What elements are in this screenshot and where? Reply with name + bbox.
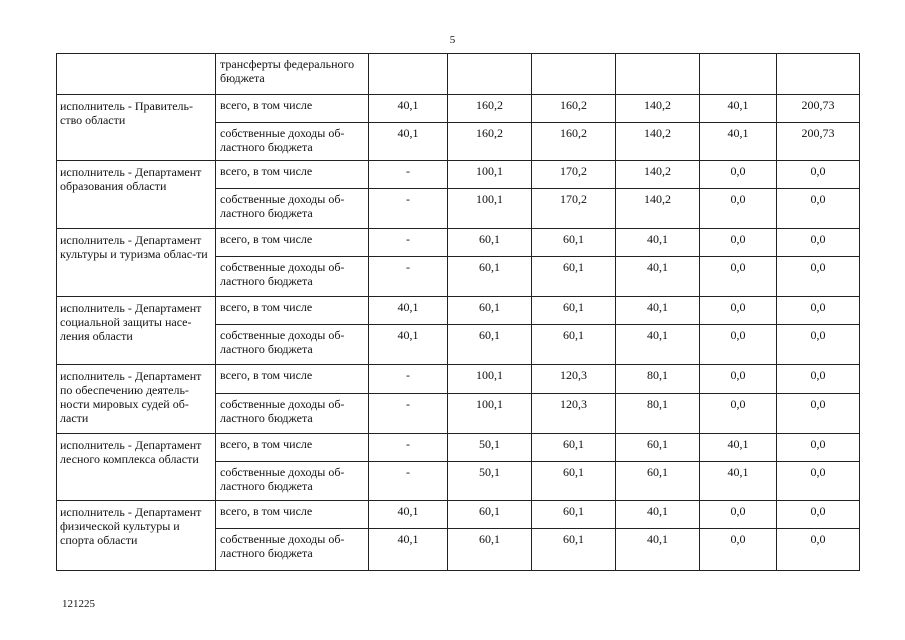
page-number: 5: [449, 34, 456, 46]
value-text: 0,0: [730, 504, 746, 518]
value-text: 40,1: [397, 532, 419, 546]
value-cell: [532, 394, 616, 434]
value-text: 200,73: [801, 98, 835, 112]
value-text: 0,0: [730, 192, 746, 206]
value-text: 160,2: [560, 126, 587, 140]
value-text: 40,1: [397, 300, 419, 314]
value-text: 40,1: [397, 98, 419, 112]
value-cell: [700, 434, 777, 462]
value-cell: [777, 297, 860, 325]
value-cell: [777, 189, 860, 229]
value-cell: [448, 297, 532, 325]
value-cell: [777, 434, 860, 462]
value-cell: [700, 529, 777, 571]
row-label: всего, в том числе: [216, 297, 369, 325]
value-cell: [448, 365, 532, 394]
value-cell: [777, 529, 860, 571]
value-cell: [369, 462, 448, 501]
value-cell: [369, 434, 448, 462]
value-cell: [532, 325, 616, 365]
value-text: 0,0: [810, 368, 826, 382]
value-cell: [616, 529, 700, 571]
value-cell: [448, 257, 532, 297]
row-label: всего, в том числе: [216, 95, 369, 123]
value-cell: [369, 297, 448, 325]
value-cell: [700, 54, 777, 95]
value-text: -: [406, 164, 410, 178]
row-label: всего, в том числе: [216, 434, 369, 462]
value-cell: [700, 123, 777, 161]
row-label: всего, в том числе: [216, 365, 369, 394]
value-text: 40,1: [397, 328, 419, 342]
value-cell: [448, 325, 532, 365]
executor-cell: исполнитель - Департамент культуры и туризма облас-ти: [57, 229, 216, 297]
value-cell: [616, 161, 700, 189]
value-text: 0,0: [810, 328, 826, 342]
value-cell: [777, 462, 860, 501]
value-text: 40,1: [647, 260, 668, 274]
table-row: [57, 434, 860, 462]
value-cell: [777, 365, 860, 394]
value-text: 80,1: [647, 368, 668, 382]
executor-cell-empty: [57, 54, 216, 95]
value-text: 40,1: [727, 126, 749, 140]
value-cell: [532, 501, 616, 529]
row-label: всего, в том числе: [216, 501, 369, 529]
value-cell: [532, 95, 616, 123]
value-cell: [777, 161, 860, 189]
table-row: [57, 229, 860, 257]
value-text: 0,0: [730, 328, 746, 342]
value-cell: [616, 54, 700, 95]
value-text: 140,2: [644, 98, 671, 112]
value-cell: [616, 501, 700, 529]
value-cell: [700, 501, 777, 529]
value-cell: [448, 462, 532, 501]
value-cell: [369, 229, 448, 257]
executor-cell: исполнитель - Департамент социальной защиты насе-ления области: [57, 297, 216, 365]
value-text: 0,0: [810, 164, 826, 178]
value-text: 60,1: [647, 437, 668, 451]
value-cell: [532, 297, 616, 325]
value-cell: [532, 434, 616, 462]
value-cell: [700, 95, 777, 123]
row-label: собственные доходы об-ластного бюджета: [216, 325, 369, 365]
value-text: 40,1: [397, 504, 419, 518]
value-text: 60,1: [563, 300, 584, 314]
value-cell: [369, 325, 448, 365]
value-cell: [369, 365, 448, 394]
value-text: 0,0: [730, 260, 746, 274]
value-cell: [616, 257, 700, 297]
table-row: [57, 161, 860, 189]
value-cell: [777, 501, 860, 529]
value-cell: [369, 54, 448, 95]
value-cell: [616, 123, 700, 161]
value-cell: [700, 297, 777, 325]
value-text: 100,1: [476, 368, 503, 382]
value-cell: [448, 434, 532, 462]
value-cell: [369, 95, 448, 123]
value-cell: [532, 161, 616, 189]
value-text: 40,1: [647, 300, 668, 314]
value-cell: [448, 529, 532, 571]
value-cell: [532, 365, 616, 394]
value-cell: [700, 394, 777, 434]
value-text: 0,0: [810, 260, 826, 274]
value-text: 60,1: [563, 437, 584, 451]
value-text: 80,1: [647, 397, 668, 411]
row-label: собственные доходы об-ластного бюджета: [216, 123, 369, 161]
row-label: собственные доходы об-ластного бюджета: [216, 257, 369, 297]
value-cell: [616, 95, 700, 123]
value-cell: [777, 54, 860, 95]
value-cell: [369, 257, 448, 297]
value-cell: [700, 257, 777, 297]
row-label: собственные доходы об-ластного бюджета: [216, 189, 369, 229]
value-text: 60,1: [563, 232, 584, 246]
value-cell: [777, 325, 860, 365]
value-text: 60,1: [479, 260, 500, 274]
value-text: -: [406, 232, 410, 246]
value-text: 0,0: [730, 397, 746, 411]
value-text: 100,1: [476, 192, 503, 206]
value-text: 60,1: [563, 260, 584, 274]
value-cell: [448, 501, 532, 529]
value-cell: [369, 189, 448, 229]
value-cell: [448, 394, 532, 434]
value-text: 0,0: [730, 164, 746, 178]
table-row: [57, 297, 860, 325]
row-label: собственные доходы об-ластного бюджета: [216, 529, 369, 571]
value-text: 170,2: [560, 192, 587, 206]
table-body: [57, 54, 860, 571]
value-cell: [448, 123, 532, 161]
value-cell: [777, 95, 860, 123]
value-text: 60,1: [479, 328, 500, 342]
row-label: трансферты федерального бюджета: [216, 54, 369, 95]
value-cell: [700, 189, 777, 229]
value-cell: [532, 229, 616, 257]
value-cell: [532, 54, 616, 95]
value-text: -: [406, 397, 410, 411]
value-text: 0,0: [810, 300, 826, 314]
row-label: собственные доходы об-ластного бюджета: [216, 462, 369, 501]
value-text: 60,1: [563, 532, 584, 546]
value-text: 120,3: [560, 368, 587, 382]
value-cell: [616, 394, 700, 434]
table-row: [57, 95, 860, 123]
value-text: -: [406, 465, 410, 479]
value-cell: [777, 229, 860, 257]
value-cell: [532, 189, 616, 229]
value-cell: [700, 365, 777, 394]
value-cell: [369, 394, 448, 434]
value-cell: [700, 229, 777, 257]
value-cell: [616, 297, 700, 325]
value-cell: [448, 161, 532, 189]
value-cell: [700, 462, 777, 501]
value-text: 0,0: [810, 232, 826, 246]
value-cell: [369, 123, 448, 161]
executor-cell: исполнитель - Департамент лесного комплекса области: [57, 434, 216, 501]
executor-cell: исполнитель - Департамент физической культуры и спорта области: [57, 501, 216, 571]
value-cell: [532, 529, 616, 571]
value-text: 0,0: [810, 465, 826, 479]
value-text: 0,0: [810, 437, 826, 451]
value-cell: [777, 257, 860, 297]
value-text: 100,1: [476, 164, 503, 178]
value-text: 40,1: [647, 504, 668, 518]
value-text: 60,1: [479, 232, 500, 246]
row-label: всего, в том числе: [216, 161, 369, 189]
value-cell: [448, 189, 532, 229]
value-cell: [369, 529, 448, 571]
value-text: 0,0: [810, 504, 826, 518]
budget-table: [56, 53, 860, 571]
value-text: 160,2: [476, 98, 503, 112]
value-text: 160,2: [476, 126, 503, 140]
value-text: 60,1: [479, 532, 500, 546]
value-text: 0,0: [730, 300, 746, 314]
value-cell: [777, 394, 860, 434]
value-text: 170,2: [560, 164, 587, 178]
value-text: 60,1: [479, 300, 500, 314]
value-cell: [532, 462, 616, 501]
value-text: -: [406, 437, 410, 451]
value-cell: [700, 325, 777, 365]
value-text: 160,2: [560, 98, 587, 112]
value-text: 0,0: [730, 368, 746, 382]
value-cell: [616, 462, 700, 501]
value-text: 40,1: [727, 465, 749, 479]
value-text: 140,2: [644, 164, 671, 178]
row-label: всего, в том числе: [216, 229, 369, 257]
value-cell: [448, 95, 532, 123]
value-text: -: [406, 368, 410, 382]
value-text: 40,1: [647, 328, 668, 342]
value-cell: [448, 54, 532, 95]
value-text: 140,2: [644, 192, 671, 206]
footer-code: 121225: [62, 598, 95, 610]
value-cell: [448, 229, 532, 257]
value-cell: [532, 257, 616, 297]
value-text: 60,1: [563, 465, 584, 479]
value-text: 0,0: [810, 532, 826, 546]
value-text: 40,1: [727, 437, 749, 451]
table-row: [57, 365, 860, 394]
value-text: -: [406, 260, 410, 274]
value-cell: [777, 123, 860, 161]
table-row-transfers: [57, 54, 860, 95]
value-cell: [532, 123, 616, 161]
value-text: 0,0: [810, 192, 826, 206]
value-text: 40,1: [397, 126, 419, 140]
value-text: 60,1: [563, 328, 584, 342]
value-cell: [369, 501, 448, 529]
value-text: 40,1: [647, 532, 668, 546]
value-text: 200,73: [801, 126, 835, 140]
row-label: собственные доходы об-ластного бюджета: [216, 394, 369, 434]
value-cell: [616, 189, 700, 229]
value-text: 0,0: [730, 232, 746, 246]
value-text: -: [406, 192, 410, 206]
executor-cell: исполнитель - Правитель-ство области: [57, 95, 216, 161]
value-text: 40,1: [727, 98, 749, 112]
value-text: 60,1: [647, 465, 668, 479]
value-cell: [700, 161, 777, 189]
value-text: 140,2: [644, 126, 671, 140]
value-text: 120,3: [560, 397, 587, 411]
executor-cell: исполнитель - Департамент по обеспечению деятель-ности мировых судей об-ласти: [57, 365, 216, 434]
value-cell: [616, 365, 700, 394]
value-cell: [616, 434, 700, 462]
value-text: 100,1: [476, 397, 503, 411]
value-cell: [616, 325, 700, 365]
value-text: 50,1: [479, 437, 500, 451]
value-text: 40,1: [647, 232, 668, 246]
value-cell: [369, 161, 448, 189]
value-text: 50,1: [479, 465, 500, 479]
value-text: 60,1: [563, 504, 584, 518]
value-text: 0,0: [730, 532, 746, 546]
value-text: 60,1: [479, 504, 500, 518]
executor-cell: исполнитель - Департамент образования области: [57, 161, 216, 229]
table-row: [57, 501, 860, 529]
value-cell: [616, 229, 700, 257]
value-text: 0,0: [810, 397, 826, 411]
